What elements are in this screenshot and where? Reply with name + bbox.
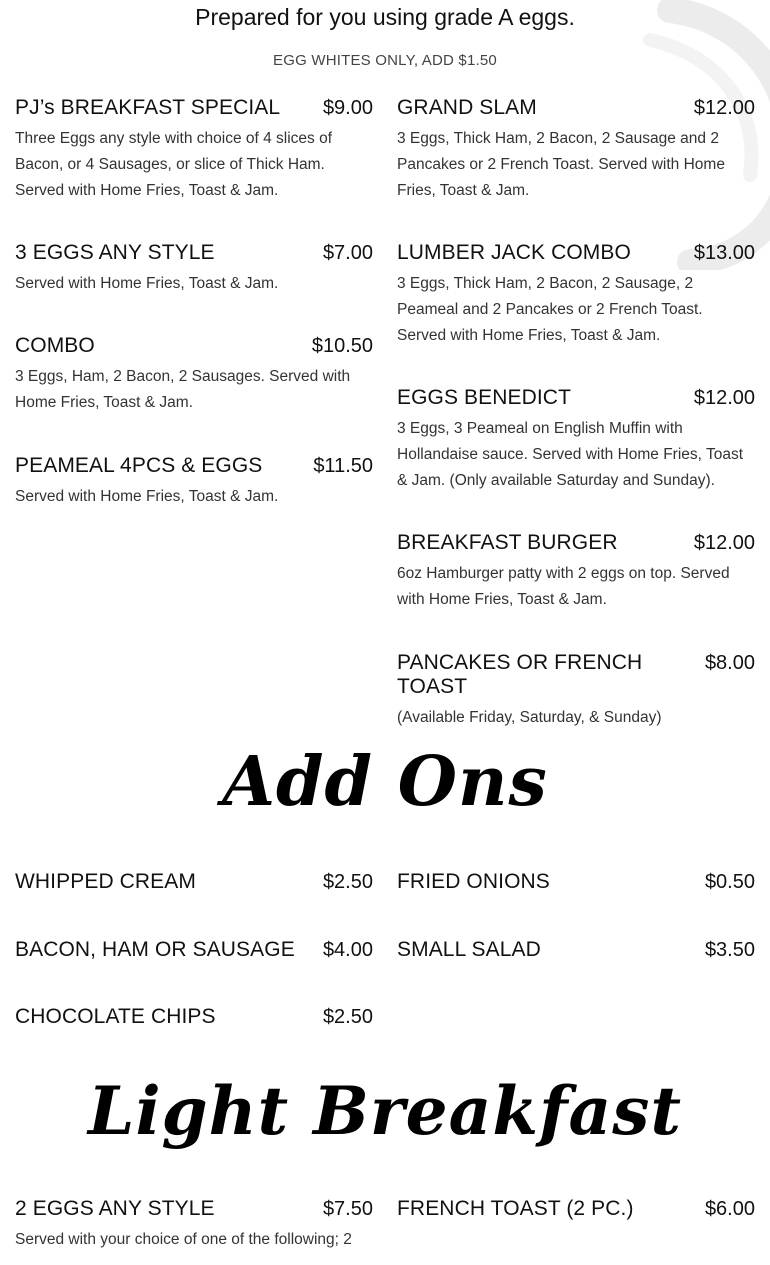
item-price: $7.50	[322, 1198, 373, 1220]
item-description: 3 Eggs, 3 Peameal on English Muffin with Hollandaise sauce. Served with Home Fries, Toast & Jam. (Only available Saturday and Sunday).	[397, 420, 744, 489]
menu-item	[15, 96, 373, 204]
item-name: 3 EGGS ANY STYLE	[15, 241, 215, 264]
item-price: $0.50	[704, 871, 755, 893]
menu-item	[397, 386, 755, 494]
item-price: $6.00	[704, 1198, 755, 1220]
addon-item	[397, 870, 755, 894]
menu-item	[397, 531, 755, 613]
menu-item	[397, 651, 755, 731]
item-price: $12.00	[693, 387, 755, 409]
item-description: 3 Eggs, Thick Ham, 2 Bacon, 2 Sausage and 2 Pancakes or 2 French Toast. Served with Home Fries, Toast & Jam.	[397, 130, 725, 199]
item-name: BACON, HAM OR SAUSAGE	[15, 938, 295, 961]
egg-whites-note: EGG WHITES ONLY, ADD $1.50	[273, 52, 497, 69]
item-price: $2.50	[322, 871, 373, 893]
item-description: (Available Friday, Saturday, & Sunday)	[397, 709, 662, 726]
item-price: $10.50	[311, 335, 373, 357]
item-name: GRAND SLAM	[397, 96, 537, 119]
item-description: Served with Home Fries, Toast & Jam.	[15, 275, 279, 292]
menu-item	[397, 96, 755, 204]
menu-item	[15, 334, 373, 416]
item-price: $9.00	[322, 97, 373, 119]
item-name: FRIED ONIONS	[397, 870, 550, 893]
item-name: FRENCH TOAST (2 PC.)	[397, 1197, 634, 1220]
item-name: CHOCOLATE CHIPS	[15, 1005, 216, 1028]
addon-item	[15, 1005, 373, 1029]
item-price: $3.50	[704, 939, 755, 961]
item-name: BREAKFAST BURGER	[397, 531, 618, 554]
item-name: LUMBER JACK COMBO	[397, 241, 631, 264]
intro-text: Prepared for you using grade A eggs.	[195, 4, 575, 30]
item-price: $13.00	[693, 242, 755, 264]
item-description: Served with Home Fries, Toast & Jam.	[15, 488, 279, 505]
item-name: PANCAKES OR FRENCH TOAST	[397, 651, 643, 698]
item-name: COMBO	[15, 334, 95, 357]
item-price: $7.00	[322, 242, 373, 264]
item-description: Three Eggs any style with choice of 4 slices of Bacon, or 4 Sausages, or slice of Thick Ham. Served with Home Fries, Toast & Jam.	[15, 130, 333, 199]
add-ons-heading: Add Ons	[222, 742, 548, 822]
item-description: 3 Eggs, Thick Ham, 2 Bacon, 2 Sausage, 2 Peameal and 2 Pancakes or 2 French Toast. Served with Home Fries, Toast & Jam.	[397, 275, 703, 344]
item-description: 6oz Hamburger patty with 2 eggs on top. Served with Home Fries, Toast & Jam.	[397, 565, 730, 608]
item-price: $11.50	[313, 455, 373, 477]
addon-item	[15, 870, 373, 894]
item-name: 2 EGGS ANY STYLE	[15, 1197, 215, 1220]
item-name: PEAMEAL 4PCS & EGGS	[15, 454, 263, 477]
item-price: $8.00	[704, 652, 755, 674]
addon-item	[15, 938, 373, 962]
light-breakfast-heading: Light Breakfast	[88, 1072, 682, 1150]
item-name: PJ’s BREAKFAST SPECIAL	[15, 96, 281, 119]
menu-item	[15, 241, 373, 297]
menu-item	[397, 241, 755, 349]
item-price: $4.00	[322, 939, 373, 961]
item-price: $12.00	[693, 532, 755, 554]
menu-item	[15, 1197, 373, 1253]
item-name: WHIPPED CREAM	[15, 870, 196, 893]
menu-item	[397, 1197, 755, 1221]
item-description: Served with your choice of one of the following; 2	[15, 1231, 352, 1248]
menu-item	[15, 454, 373, 510]
item-name: SMALL SALAD	[397, 938, 541, 961]
item-description: 3 Eggs, Ham, 2 Bacon, 2 Sausages. Served with Home Fries, Toast & Jam.	[15, 368, 351, 411]
addon-item	[397, 938, 755, 962]
item-price: $2.50	[322, 1006, 373, 1028]
item-price: $12.00	[693, 97, 755, 119]
item-name: EGGS BENEDICT	[397, 386, 571, 409]
